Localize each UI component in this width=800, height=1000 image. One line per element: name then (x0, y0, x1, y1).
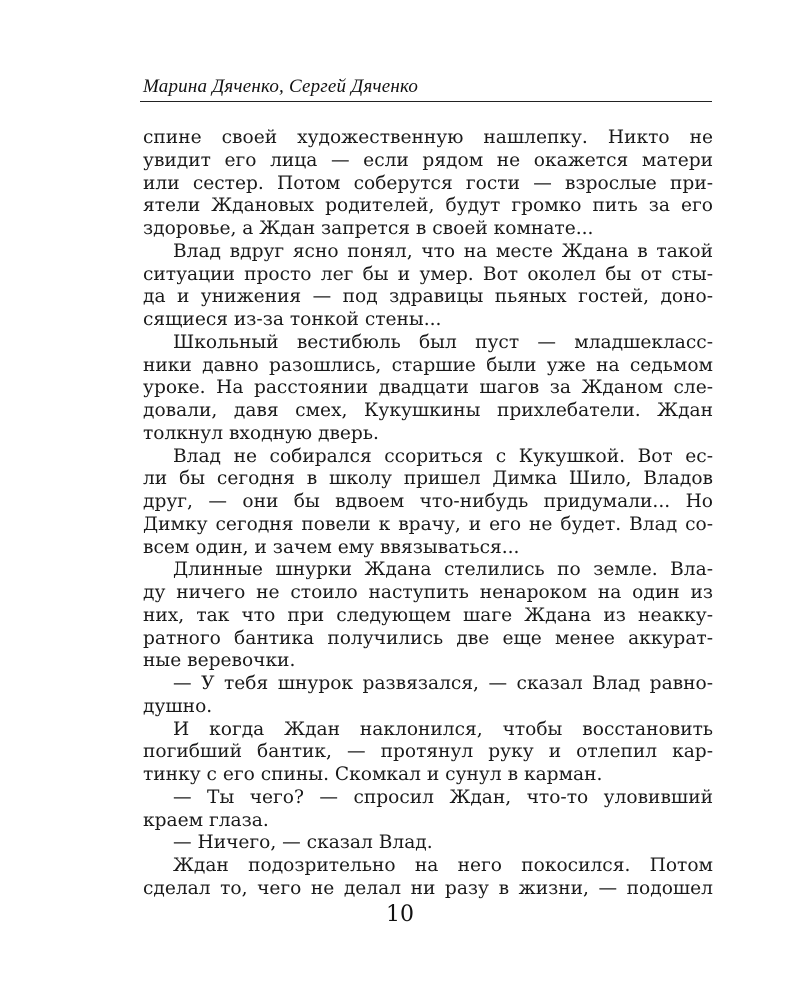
text-line: погибший бантик, — протянул руку и отлепил кар- (143, 741, 713, 763)
text-line: довали, давя смех, Кукушкины прихлебатели. Ждан (143, 400, 713, 421)
text-line-paragraph-start: Влад не собирался ссориться с Кукушкой. Вот ес- (173, 445, 713, 467)
text-line: сделал то, чего не делал ни разу в жизни, — подошел (143, 877, 713, 899)
text-line: друг, — они бы вдвоем что-нибудь придумали... Но (143, 491, 713, 512)
text-line-paragraph-start: Ждан подозрительно на него покосился. Потом (173, 855, 713, 876)
text-line-paragraph-start: — У тебя шнурок развязался, — сказал Влад равно- (173, 673, 713, 694)
text-line: толкнул входную дверь. (143, 422, 379, 444)
text-line: увидит его лица — если рядом не окажется матери (143, 149, 713, 171)
text-line: уроке. На расстоянии двадцати шагов за Жданом сле- (143, 377, 713, 399)
text-line: ратного бантика получились две еще менее аккурат- (143, 627, 713, 649)
text-line-paragraph-start: — Ты чего? — спросил Ждан, что-то уловивший (173, 786, 713, 808)
text-line: ники давно разошлись, старшие были уже на седьмом (143, 354, 713, 376)
text-line: здоровье, а Ждан запрется в своей комнате... (143, 218, 594, 239)
text-line: тинку с его спины. Скомкал и сунул в карман. (143, 764, 603, 785)
text-line: ду ничего не стоило наступить ненароком на один из (143, 582, 713, 603)
text-line: ятели Ждановых родителей, будут громко пить за его (143, 195, 713, 217)
text-line: всем один, и зачем ему ввязываться... (143, 536, 520, 558)
page-body-text (143, 127, 713, 901)
text-line: Димку сегодня повели к врачу, и его не будет. Влад со- (143, 513, 713, 535)
text-line: них, так что при следующем шаге Ждана из неакку- (143, 604, 713, 626)
text-line: ные веревочки. (143, 650, 296, 672)
text-line: да и унижения — под здравицы пьяных гостей, доно- (143, 286, 713, 308)
text-line: или сестер. Потом соберутся гости — взрослые при- (143, 172, 713, 194)
text-line-paragraph-start: Длинные шнурки Ждана стелились по земле. Вла- (173, 559, 713, 581)
text-line-paragraph-start: И когда Ждан наклонился, чтобы восстановить (173, 718, 713, 740)
text-line-paragraph-start: Школьный вестибюль был пуст — младшекласс- (173, 331, 713, 353)
text-line: душно. (143, 695, 213, 717)
running-head-author-title: Марина Дяченко, Сергей Дяченко (143, 76, 419, 97)
text-line: спине своей художественную нашлепку. Никто не (143, 127, 713, 148)
header-rule-divider (140, 101, 712, 102)
text-line: краем глаза. (143, 809, 269, 831)
text-line-paragraph-start: Влад вдруг ясно понял, что на месте Ждана в такой (173, 240, 713, 262)
text-line: сящиеся из-за тонкой стены... (143, 309, 442, 330)
text-line: ли бы сегодня в школу пришел Димка Шило, Владов (143, 468, 713, 490)
text-line: ситуации просто лег бы и умер. Вот околел бы от сты- (143, 263, 713, 285)
page-number: 10 (386, 902, 414, 927)
text-line-paragraph-start: — Ничего, — сказал Влад. (173, 832, 433, 854)
